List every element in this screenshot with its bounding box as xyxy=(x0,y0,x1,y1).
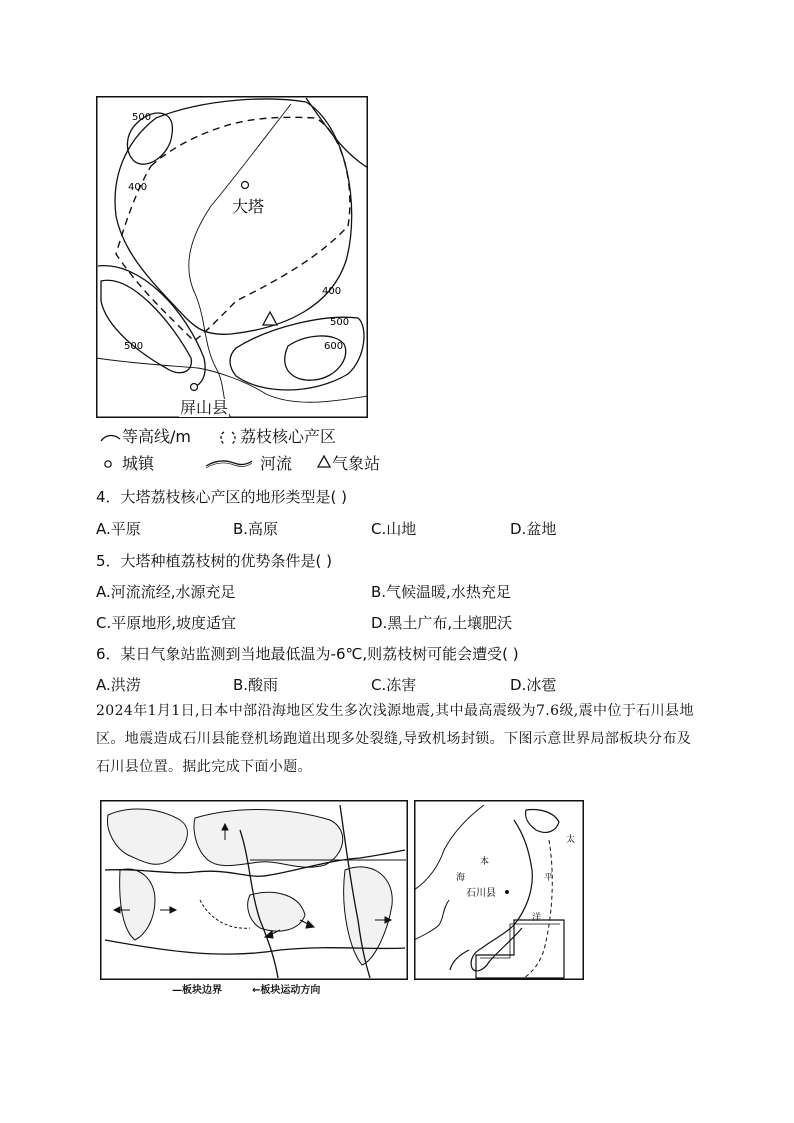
town-label-data: 大塔 xyxy=(232,197,265,216)
passage-text: 2024年1月1日,日本中部沿海地区发生多次浅源地震,其中最高震级为7.6级,震中位于石川县地区。地震造成石川县能登机场跑道出现多处裂缝,导致机场封锁。下图示意世界局部板块分布及石川县位置。据此完成下面小题。 xyxy=(96,703,694,775)
contour-line-icon xyxy=(100,431,122,445)
japan-label-ping: 平 xyxy=(544,873,554,883)
question-5-option-a: A.河流流经,水源充足 xyxy=(96,583,236,601)
topographic-map xyxy=(96,96,368,418)
town-icon xyxy=(102,458,114,470)
question-5-option-d: D.黑土广布,土壤肥沃 xyxy=(371,614,513,632)
legend-town-label: 城镇 xyxy=(122,454,155,473)
question-4-stem: 4．大塔荔枝核心产区的地形类型是( ) xyxy=(96,488,348,506)
question-6-option-a: A.洪涝 xyxy=(96,676,141,694)
contour-label: 500 xyxy=(132,112,152,123)
legend-contour-label: 等高线/m xyxy=(122,427,191,446)
station-icon xyxy=(316,454,332,470)
legend-core-area-label: 荔枝核心产区 xyxy=(240,427,337,446)
question-4-option-c: C.山地 xyxy=(371,520,417,538)
question-6-option-b: B.酸雨 xyxy=(233,676,279,694)
question-5-option-c: C.平原地形,坡度适宜 xyxy=(96,614,237,632)
river-icon xyxy=(204,456,254,470)
question-5-option-b: B.气候温暖,水热充足 xyxy=(371,583,511,601)
world-plate-map-svg xyxy=(100,800,408,980)
question-4-option-a: A.平原 xyxy=(96,520,141,538)
contour-label: 400 xyxy=(128,182,148,193)
core-area-icon xyxy=(218,429,238,447)
japan-label-yang: 洋 xyxy=(532,913,542,923)
world-plate-map xyxy=(100,800,408,980)
county-label: 屏山县 xyxy=(180,398,229,417)
map-legend xyxy=(100,428,420,478)
plate-boundary-legend: —板块边界 xyxy=(172,985,222,996)
legend-river-label: 河流 xyxy=(260,454,293,473)
question-5-stem: 5．大塔种植荔枝树的优势条件是( ) xyxy=(96,552,333,570)
contour-label: 500 xyxy=(330,317,350,328)
contour-label: 600 xyxy=(324,341,344,352)
topographic-map-svg xyxy=(96,96,368,418)
legend-station-label: 气象站 xyxy=(332,454,381,473)
japan-label-tai: 太 xyxy=(566,835,576,845)
plate-motion-legend: ←板块运动方向 xyxy=(252,985,321,996)
japan-label-ben: 本 xyxy=(480,857,490,867)
japan-map xyxy=(414,800,584,980)
question-4-option-d: D.盆地 xyxy=(510,520,557,538)
japan-label-hai: 海 xyxy=(456,873,466,883)
question-6-option-c: C.冻害 xyxy=(371,676,417,694)
contour-label: 500 xyxy=(124,341,144,352)
contour-label: 400 xyxy=(322,286,342,297)
japan-label-ishikawa: 石川县 xyxy=(466,888,496,899)
japan-map-svg xyxy=(414,800,584,980)
question-6-stem: 6．某日气象站监测到当地最低温为-6℃,则荔枝树可能会遭受( ) xyxy=(96,645,519,663)
question-6-option-d: D.冰雹 xyxy=(510,676,557,694)
question-4-option-b: B.高原 xyxy=(233,520,279,538)
